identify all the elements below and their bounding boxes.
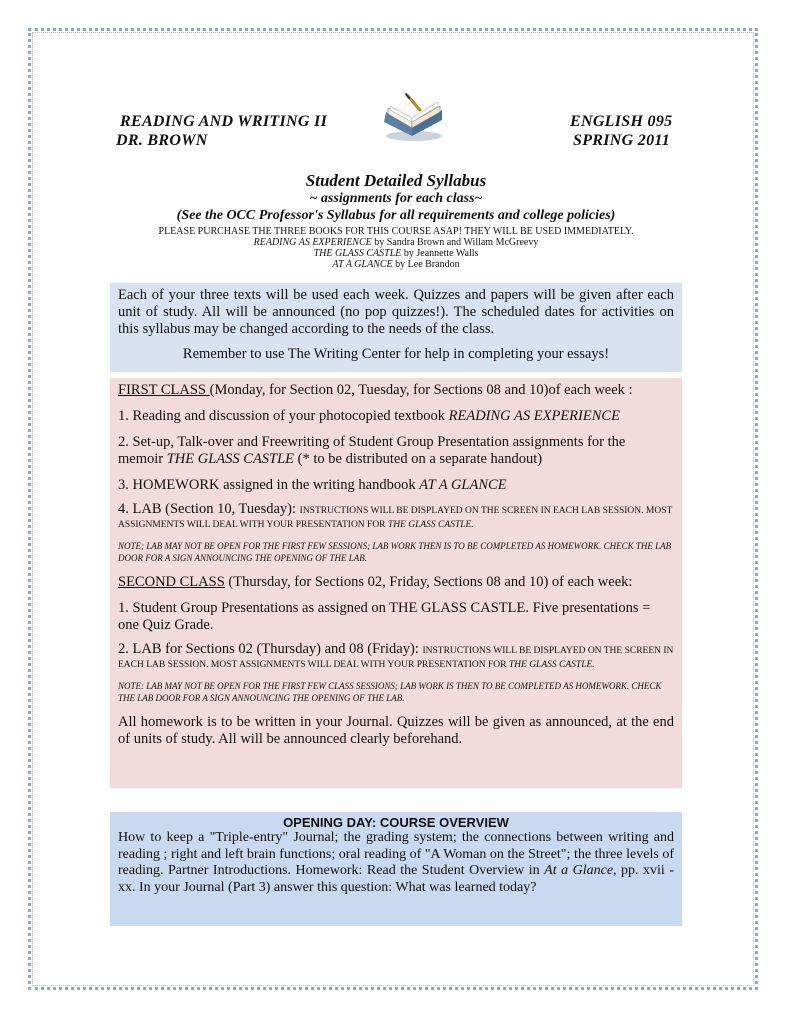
writing-center-note: Remember to use The Writing Center for help in completing your essays! — [182, 346, 610, 362]
opening-day-text — [118, 830, 674, 896]
first-class-note: NOTE; LAB MAY NOT BE OPEN FOR THE FIRST FEW SESSIONS; LAB WORK THEN IS TO BE COMPLETED AS HOMEWORK. CHECK THE LAB DOOR FOR A SIGN ANNOUNCING THE OPENING OF THE LAB. — [118, 541, 672, 563]
syllabus-subtitle: ~ assignments for each class~ — [309, 191, 483, 206]
second-class-days: (Thursday, for Sections 02, Friday, Sections 08 and 10) of each week: — [224, 574, 633, 590]
second-class-label: SECOND CLASS — [118, 574, 225, 590]
first-class-item-4 — [118, 503, 674, 531]
opening-book-title: At a Glance — [544, 863, 614, 878]
second-class-item-2 — [118, 643, 674, 671]
book-line-1 — [110, 237, 682, 248]
first-class-item-1 — [118, 408, 674, 425]
first-class-heading — [118, 382, 674, 399]
item-book-title: THE GLASS CASTLE. — [508, 660, 595, 670]
intro-paragraph: Each of your three texts will be used each week. Quizzes and papers will be given after each unit of study. All will be announced (no pop quizzes!). The scheduled dates for activities on this syllabus may be changed according to the needs of the class. — [118, 287, 674, 337]
item-text: 4. LAB (Section 10, Tuesday): — [118, 501, 300, 517]
open-book-icon — [380, 92, 446, 144]
item-caps: INSTRUCTIONS WILL BE DISPLAYED ON THE SCREEN IN EACH LAB SESSION. MOST ASSIGNMENTS WILL DEAL WITH YOUR PRESENTATION FOR — [118, 646, 674, 670]
syllabus-note: (See the OCC Professor's Syllabus for all requirements and college policies) — [176, 208, 616, 223]
book-line-3 — [110, 259, 682, 270]
book-author: by Lee Brandon — [392, 259, 460, 270]
first-class-days: (Monday, for Section 02, Tuesday, for Sections 08 and 10)of each week : — [209, 382, 633, 398]
opening-day-heading: OPENING DAY: COURSE OVERVIEW — [283, 815, 509, 830]
item-text: 1. Reading and discussion of your photocopied textbook — [118, 408, 449, 424]
purchase-line: PLEASE PURCHASE THE THREE BOOKS FOR THIS COURSE ASAP! THEY WILL BE USED IMMEDIATELY. — [158, 226, 634, 237]
second-class-heading — [118, 574, 674, 591]
opening-text-a: How to keep a "Triple-entry" Journal; the grading system; the connections between writing and reading ; right and left brain functions; oral reading of "A Woman on the Street"; the three levels of reading. Partner Introductions. Homework: Read the Student Overview in — [118, 830, 674, 878]
book-author: by Jeannette Walls — [401, 248, 479, 259]
book-line-2 — [110, 248, 682, 259]
item-book-title: AT A GLANCE — [419, 477, 507, 493]
item-text: 2. LAB for Sections 02 (Thursday) and 08 (Friday): — [118, 641, 423, 657]
professor-name: DR. BROWN — [116, 132, 208, 149]
first-class-item-2 — [118, 434, 674, 468]
term: SPRING 2011 — [573, 132, 671, 149]
homework-note: All homework is to be written in your Journal. Quizzes will be given as announced, at the end of units of study. All will be announced clearly beforehand. — [118, 714, 674, 747]
intro-box — [110, 283, 682, 372]
second-class-note: NOTE: LAB MAY NOT BE OPEN FOR THE FIRST FEW CLASS SESSIONS; LAB WORK IS THEN TO BE COMPLETED AS HOMEWORK. CHECK THE LAB DOOR FOR A SIGN ANNOUNCING THE OPENING OF THE LAB. — [118, 681, 662, 703]
book-title: READING AS EXPERIENCE — [253, 237, 372, 248]
item-text: 2. Set-up, Talk-over and Freewriting of Student Group Presentation assignments for the memoir — [118, 434, 626, 467]
course-title: READING AND WRITING II — [120, 113, 328, 130]
item-book-title: READING AS EXPERIENCE — [448, 408, 620, 424]
book-author: by Sandra Brown and Willam McGreevy — [371, 237, 539, 248]
book-title: THE GLASS CASTLE — [313, 248, 402, 259]
first-class-item-3 — [118, 477, 674, 494]
first-class-label: FIRST CLASS — [118, 382, 210, 398]
item-book-title: THE GLASS CASTLE. — [387, 520, 474, 530]
opening-day-box — [110, 812, 682, 926]
opening-text-b: , pp. xvii - xx. In your Journal (Part 3) answer this question: What was learned today? — [118, 863, 674, 895]
syllabus-title: Student Detailed Syllabus — [305, 171, 487, 190]
course-code: ENGLISH 095 — [570, 113, 673, 130]
second-class-item-1: 1. Student Group Presentations as assigned on THE GLASS CASTLE. Five presentations = one Quiz Grade. — [118, 600, 651, 633]
item-text-rest: (* to be distributed on a separate handout) — [294, 451, 543, 467]
item-book-title: THE GLASS CASTLE — [166, 451, 295, 467]
item-text: 3. HOMEWORK assigned in the writing handbook — [118, 477, 420, 493]
item-caps: INSTRUCTIONS WILL BE DISPLAYED ON THE SCREEN IN EACH LAB SESSION. MOST ASSIGNMENTS WILL DEAL WITH YOUR PRESENTATION FOR — [118, 506, 673, 530]
book-title: AT A GLANCE — [332, 259, 393, 270]
class-schedule-box — [110, 378, 682, 788]
